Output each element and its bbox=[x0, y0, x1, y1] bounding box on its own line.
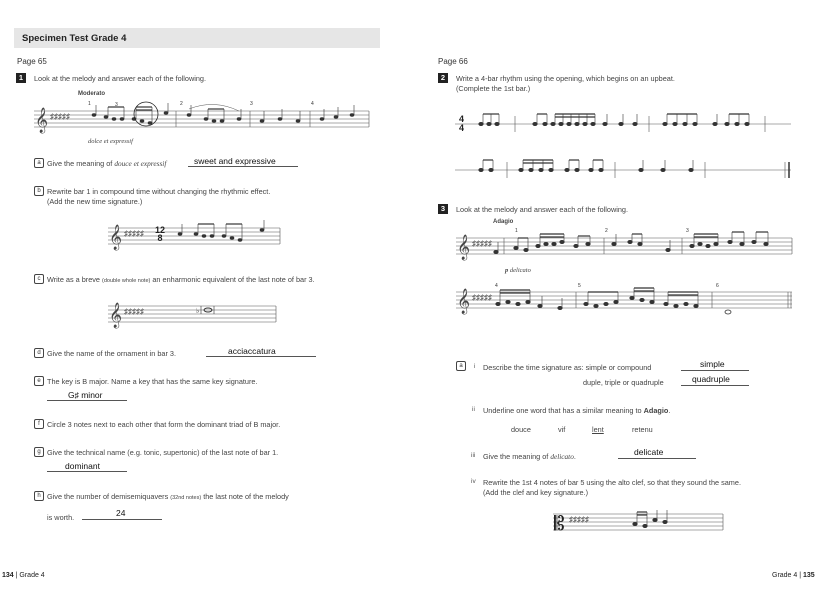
bar-number-q3-5: 5 bbox=[578, 283, 581, 289]
tuplet-number: 3 bbox=[115, 102, 118, 108]
part-b-prompt-2: (Add the new time signature.) bbox=[47, 197, 143, 206]
part-c-prompt: Write as a breve (double whole note) an enharmonic equivalent of the last note of bar 3. bbox=[47, 275, 315, 284]
breve-staff bbox=[108, 300, 276, 330]
answer-i-1[interactable]: simple bbox=[700, 359, 725, 369]
roman-i: i bbox=[474, 363, 476, 370]
svg-text:♯♯♯♯♯: ♯♯♯♯♯ bbox=[472, 293, 492, 302]
svg-text:𝄡: 𝄡 bbox=[554, 513, 565, 535]
part-a-ii-prompt: Underline one word that has a similar meaning to Adagio. bbox=[483, 406, 671, 415]
part-letter-c: c bbox=[34, 274, 44, 284]
option-vif[interactable]: vif bbox=[558, 425, 566, 434]
melody-staff-q3 bbox=[456, 232, 792, 322]
part-letter-e: e bbox=[34, 376, 44, 386]
bar-number-q3-4: 4 bbox=[495, 283, 498, 289]
time-signature-12-8: 12 8 bbox=[155, 225, 166, 243]
part-a-prompt: Give the meaning of douce et expressif bbox=[47, 159, 167, 168]
svg-text:𝄞: 𝄞 bbox=[109, 225, 123, 250]
section-title: Specimen Test Grade 4 bbox=[22, 33, 127, 44]
answer-d[interactable]: acciaccatura bbox=[228, 346, 276, 356]
footer-left: 134 | Grade 4 bbox=[2, 572, 45, 579]
svg-text:𝄞: 𝄞 bbox=[109, 303, 123, 328]
bar-number-4: 4 bbox=[311, 101, 314, 107]
bar-number-2: 2 bbox=[180, 101, 183, 107]
bar-number-1: 1 bbox=[88, 101, 91, 107]
option-douce[interactable]: douce bbox=[511, 425, 531, 434]
answer-line-h bbox=[82, 519, 162, 520]
part-h-prompt-2: is worth. bbox=[47, 513, 75, 522]
bar-number-q3-6: 6 bbox=[716, 283, 719, 289]
part-letter-d: d bbox=[34, 348, 44, 358]
answer-g[interactable]: dominant bbox=[65, 461, 100, 471]
answer-line-d bbox=[206, 356, 316, 357]
question-number-2: 2 bbox=[438, 73, 448, 83]
dynamic-marking: p delicato bbox=[505, 267, 531, 274]
melody-staff-q1 bbox=[34, 105, 369, 145]
part-a-i-prompt-1: Describe the time signature as: simple or compound bbox=[483, 363, 652, 372]
svg-text:♯♯♯♯♯: ♯♯♯♯♯ bbox=[124, 307, 144, 316]
part-letter-g: g bbox=[34, 447, 44, 457]
roman-ii: ii bbox=[472, 406, 475, 413]
question-3-prompt: Look at the melody and answer each of the following. bbox=[456, 205, 628, 214]
answer-iii[interactable]: delicate bbox=[634, 447, 664, 457]
part-a-iv-prompt: Rewrite the 1st 4 notes of bar 5 using the alto clef, so that they sound the same. bbox=[483, 478, 741, 487]
page-label-left: Page 65 bbox=[17, 57, 47, 66]
svg-text:♯♯♯♯♯: ♯♯♯♯♯ bbox=[124, 229, 144, 238]
tempo-adagio: Adagio bbox=[493, 219, 514, 225]
part-e-prompt: The key is B major. Name a key that has the same key signature. bbox=[47, 377, 258, 386]
bar-number-q3-1: 1 bbox=[515, 228, 518, 234]
svg-text:♯♯♯♯♯: ♯♯♯♯♯ bbox=[569, 515, 589, 524]
rhythm-staff bbox=[455, 108, 795, 178]
answer-line-i-2 bbox=[681, 385, 749, 386]
page-label-right: Page 66 bbox=[438, 57, 468, 66]
roman-iv: iv bbox=[471, 478, 476, 485]
part-h-prompt: Give the number of demisemiquavers (32nd notes) the last note of the melody bbox=[47, 492, 289, 501]
svg-text:♭: ♭ bbox=[196, 308, 200, 315]
option-lent-underlined[interactable]: lent bbox=[592, 425, 604, 434]
alto-clef-staff bbox=[553, 510, 723, 538]
answer-a[interactable]: sweet and expressive bbox=[194, 156, 276, 166]
part-letter-f: f bbox=[34, 419, 44, 429]
part-letter-h: h bbox=[34, 491, 44, 501]
question-2-prompt: Write a 4-bar rhythm using the opening, which begins on an upbeat. bbox=[456, 74, 675, 83]
svg-text:𝄞: 𝄞 bbox=[457, 235, 471, 260]
roman-iii: iii bbox=[471, 452, 476, 459]
answer-i-2[interactable]: quadruple bbox=[692, 374, 730, 384]
bar-number-3: 3 bbox=[250, 101, 253, 107]
svg-text:𝄞: 𝄞 bbox=[35, 108, 49, 133]
part-d-prompt: Give the name of the ornament in bar 3. bbox=[47, 349, 176, 358]
question-number-1: 1 bbox=[16, 73, 26, 83]
svg-text:𝄞: 𝄞 bbox=[457, 289, 471, 314]
answer-line-i-1 bbox=[681, 370, 749, 371]
question-number-3: 3 bbox=[438, 204, 448, 214]
answer-h[interactable]: 24 bbox=[116, 508, 126, 518]
footer-right: Grade 4 | 135 bbox=[772, 572, 815, 579]
question-2-prompt-2: (Complete the 1st bar.) bbox=[456, 84, 531, 93]
part-a-iv-prompt-2: (Add the clef and key signature.) bbox=[483, 488, 589, 497]
answer-line-a bbox=[188, 166, 298, 167]
answer-e[interactable]: G♯ minor bbox=[68, 390, 103, 400]
part-a-i-prompt-2: duple, triple or quadruple bbox=[583, 378, 664, 387]
answer-circle bbox=[134, 102, 158, 126]
part-letter-a: a bbox=[34, 158, 44, 168]
svg-text:♯♯♯♯♯: ♯♯♯♯♯ bbox=[472, 239, 492, 248]
tempo-marking: Moderato bbox=[78, 91, 105, 97]
svg-text:♯♯♯♯♯: ♯♯♯♯♯ bbox=[50, 112, 70, 121]
question-1-prompt: Look at the melody and answer each of the following. bbox=[34, 74, 206, 83]
answer-line-g bbox=[47, 471, 127, 472]
compound-time-staff bbox=[108, 222, 280, 252]
option-retenu[interactable]: retenu bbox=[632, 425, 653, 434]
answer-line-iii bbox=[618, 458, 696, 459]
part-a-iii-prompt: Give the meaning of delicato. bbox=[483, 452, 576, 461]
part-letter-b: b bbox=[34, 186, 44, 196]
bar-number-q3-2: 2 bbox=[605, 228, 608, 234]
part-g-prompt: Give the technical name (e.g. tonic, supertonic) of the last note of bar 1. bbox=[47, 448, 279, 457]
section-header bbox=[14, 28, 380, 48]
answer-line-e bbox=[47, 400, 127, 401]
expression-marking: dolce et expressif bbox=[88, 138, 133, 145]
time-signature-4-4: 4 4 bbox=[459, 114, 465, 133]
bar-number-q3-3: 3 bbox=[686, 228, 689, 234]
part-b-prompt: Rewrite bar 1 in compound time without changing the rhythmic effect. bbox=[47, 187, 271, 196]
part-letter-q3-a: a bbox=[456, 361, 466, 371]
part-f-prompt: Circle 3 notes next to each other that form the dominant triad of B major. bbox=[47, 420, 281, 429]
